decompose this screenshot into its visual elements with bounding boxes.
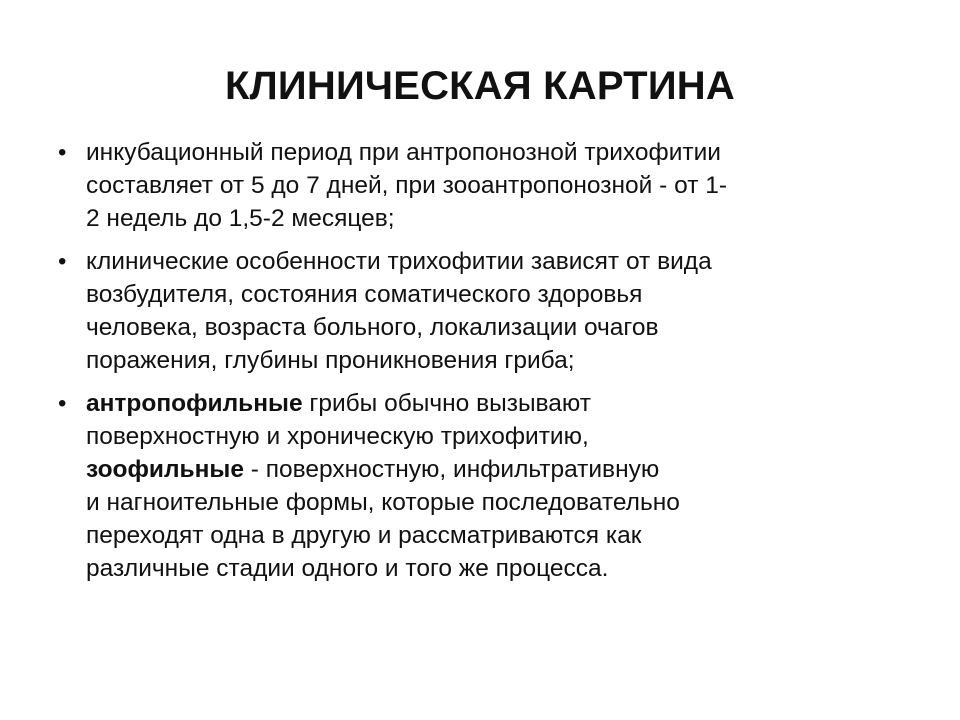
bullet-text-fragment: грибы обычно вызывают: [302, 390, 591, 417]
bullet-text-line: человека, возраста больного, локализации очагов: [86, 314, 659, 341]
bullet-text-line: клинические особенности трихофитии зависят от вида: [86, 248, 712, 275]
bullet-icon: •: [58, 390, 67, 417]
slide-title: КЛИНИЧЕСКАЯ КАРТИНА: [225, 64, 735, 108]
bullet-text-line: различные стадии одного и того же процесса.: [86, 555, 609, 582]
bullet-item-clinical-features: [56, 245, 916, 377]
bullet-item-incubation: [56, 136, 916, 235]
bullet-list: [56, 136, 916, 595]
bullet-item-fungi-types: [56, 387, 916, 585]
bullet-text-line: 2 недель до 1,5-2 месяцев;: [86, 205, 395, 232]
bullet-text-line: поражения, глубины проникновения гриба;: [86, 347, 575, 374]
bullet-text-line: составляет от 5 до 7 дней, при зооантропонозной - от 1-: [86, 172, 728, 199]
bullet-text-line: и нагноительные формы, которые последовательно: [86, 489, 680, 516]
bullet-text-line: [86, 387, 916, 420]
bullet-icon: •: [58, 139, 67, 166]
bullet-text-line: инкубационный период при антропонозной трихофитии: [86, 139, 721, 166]
bullet-icon: •: [58, 248, 67, 275]
term-zoophilic: зоофильные: [86, 456, 244, 483]
bullet-text-line: [86, 453, 916, 486]
term-anthropophilic: антропофильные: [86, 390, 303, 417]
bullet-text-line: возбудителя, состояния соматического здоровья: [86, 281, 643, 308]
bullet-text-line: переходят одна в другую и рассматриваются как: [86, 522, 642, 549]
bullet-text-line: поверхностную и хроническую трихофитию,: [86, 423, 589, 450]
bullet-text-fragment: - поверхностную, инфильтративную: [243, 456, 660, 483]
